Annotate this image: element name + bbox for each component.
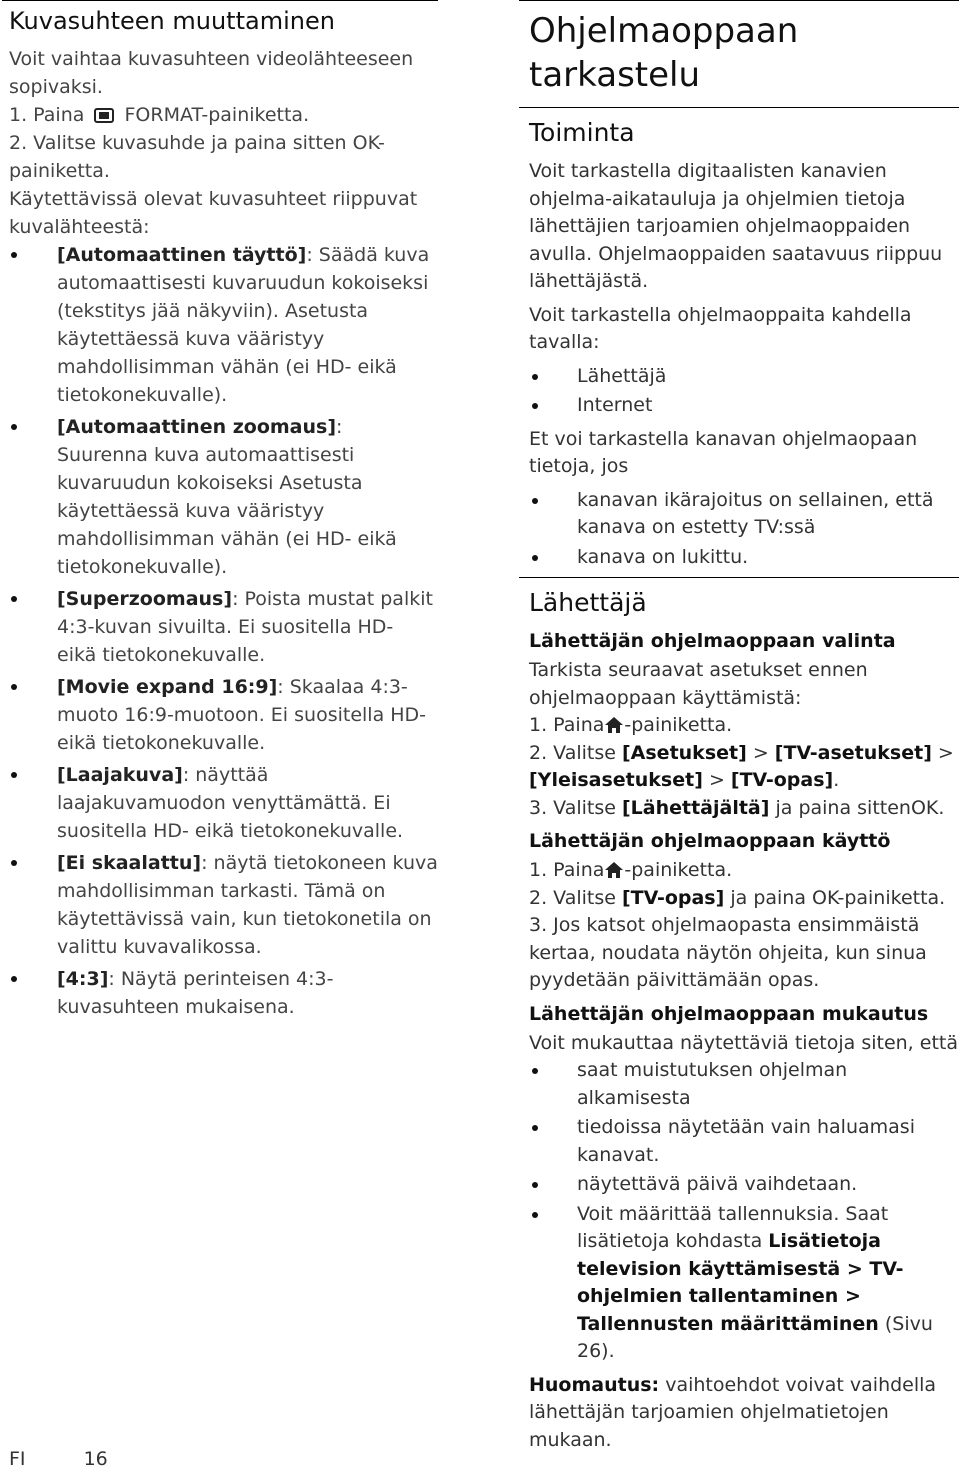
customize-text: Voit mukauttaa näytettäviä tietoja siten, että <box>529 1031 958 1054</box>
list-item <box>0 585 438 669</box>
item-term: [Laajakuva] <box>57 764 183 786</box>
select-step-3 <box>529 795 960 823</box>
step-prefix: 2. Valitse <box>529 741 616 764</box>
format-icon <box>94 108 114 123</box>
subsection-select: Lähettäjän ohjelmaoppaan valinta <box>529 630 896 652</box>
step-prefix: 3. Valitse <box>529 796 616 819</box>
conditions-list <box>519 487 960 572</box>
step-1-suffix: -painiketta. <box>201 104 310 126</box>
item-term: [Automaattinen täyttö] <box>57 244 307 266</box>
select-step-2 <box>529 740 960 795</box>
use-step-1 <box>529 857 960 885</box>
item-text: : Poista mustat palkit 4:3-kuvan sivuilta. Ei suositella HD- eikä tietokonekuvalle. <box>57 588 433 666</box>
note-label: Huomautus: <box>529 1373 660 1396</box>
subsection-use: Lähettäjän ohjelmaoppaan käyttö <box>529 830 891 852</box>
right-top-rule <box>519 0 959 1</box>
ok-key: OK <box>910 796 939 819</box>
use-step-2 <box>529 885 960 913</box>
menu-path-item: [TV-asetukset] <box>774 741 932 764</box>
step-mid: ja paina sitten <box>775 796 911 819</box>
item-term: [Ei skaalattu] <box>57 852 202 874</box>
list-item <box>0 849 438 961</box>
menu-path-item: [TV-opas] <box>621 886 725 909</box>
path-separator: > <box>937 741 954 764</box>
path-separator: > <box>752 741 769 764</box>
menu-path-item: [TV-opas] <box>730 769 834 791</box>
item-text: : Skaalaa 4:3-muoto 16:9-muotoon. Ei suositella HD- eikä tietokonekuvalle. <box>57 676 427 754</box>
item-term: [Automaattinen zoomaus] <box>57 416 337 438</box>
list-item: Internet <box>519 392 960 420</box>
item-text: : näyttää laajakuvamuodon venyttämättä. Ei suositella HD- eikä tietokonekuvalle. <box>57 764 404 842</box>
section-rule <box>519 577 959 578</box>
item-text: : Suurenna kuva automaattisesti kuvaruudun kokoiseksi Asetusta käytettäessä kuva vääristyy mahdollisimman vähän (ei HD- eikä tietokonekuvalle). <box>57 416 397 578</box>
item-text: : näytä tietokoneen kuva mahdollisimman tarkasti. Tämä on käytettävissä vain, kun tietokonetila on valittu kuvavalikossa. <box>57 852 438 958</box>
item-text: Voit määrittää tallennuksia. Saat lisätietoja kohdasta <box>577 1202 889 1252</box>
step-prefix: 1. Paina <box>529 859 605 881</box>
available-text: Käytettävissä olevat kuvasuhteet riippuvat kuvalähteestä: <box>9 188 418 238</box>
list-item <box>519 1201 960 1366</box>
step-2-text: 2. Valitse kuvasuhde ja paina sitten <box>9 132 347 154</box>
list-item <box>0 413 438 581</box>
item-text: : Näytä perinteisen 4:3-kuvasuhteen mukaisena. <box>57 968 334 1018</box>
format-key: FORMAT <box>124 104 202 126</box>
step-2-suffix: -painiketta. <box>9 132 385 182</box>
period: . <box>938 796 945 819</box>
list-item: kanavan ikärajoitus on sellainen, että kanava on estetty TV:ssä <box>519 487 960 542</box>
left-column <box>0 0 438 1025</box>
list-item: kanava on lukittu. <box>519 544 960 572</box>
list-item <box>0 673 438 757</box>
step-suffix: -painiketta. <box>624 714 733 736</box>
ways-text: Voit tarkastella ohjelmaoppaita kahdella tavalla: <box>529 303 912 353</box>
note <box>529 1372 960 1455</box>
page-footer <box>9 1448 108 1470</box>
use-step-3: 3. Jos katsot ohjelmaopasta ensimmäistä kertaa, noudata näytön ohjeita, kun sinua pyydetään päivittämään opas. <box>529 914 927 991</box>
menu-path-item: [Lähettäjältä] <box>621 796 770 819</box>
step-mid: ja paina <box>730 886 806 909</box>
item-term: [4:3] <box>57 968 109 990</box>
left-top-rule <box>2 0 438 1</box>
step-prefix: 2. Valitse <box>529 886 616 909</box>
select-step-1 <box>529 712 960 740</box>
step-suffix: -painiketta. <box>837 886 946 909</box>
item-text: : Säädä kuva automaattisesti kuvaruudun kokoiseksi (tekstitys jää näkyviin). Asetusta käytettäessä kuva vääristyy mahdollisimman vähän (ei HD- eikä tietokonekuvalle). <box>57 244 430 406</box>
conditions-text: Et voi tarkastella kanavan ohjelmaopaan tietoja, jos <box>529 427 918 477</box>
step-prefix: 1. Paina <box>529 714 605 736</box>
ok-key: OK <box>352 132 379 154</box>
language-code: FI <box>9 1448 26 1470</box>
list-item <box>0 241 438 409</box>
list-item <box>0 761 438 845</box>
customize-list <box>519 1057 960 1366</box>
menu-path-item: [Asetukset] <box>621 741 747 764</box>
intro-text: Voit vaihtaa kuvasuhteen videolähteeseen sopivaksi. <box>9 48 414 98</box>
select-text: Tarkista seuraavat asetukset ennen ohjelmaoppaan käyttämistä: <box>529 659 868 709</box>
section-title-function: Toiminta <box>529 118 635 147</box>
step-suffix: -painiketta. <box>624 859 733 881</box>
page-number: 16 <box>83 1448 108 1470</box>
section-title-aspect: Kuvasuhteen muuttaminen <box>9 7 335 35</box>
step-1-prefix: 1. Paina <box>9 104 85 126</box>
function-text: Voit tarkastella digitaalisten kanavien ohjelma-aikatauluja ja ohjelmien tietoja lähettäjien tarjoamien ohjelmaoppaiden avulla. Ohjelmaoppaiden saatavuus riippuu lähettäjästä. <box>529 160 943 292</box>
item-term: [Movie expand 16:9] <box>57 676 278 698</box>
item-term: [Superzoomaus] <box>57 588 233 610</box>
list-item <box>0 965 438 1021</box>
ways-list <box>519 363 960 420</box>
list-item: tiedoissa näytetään vain haluamasi kanavat. <box>519 1114 960 1169</box>
right-column <box>519 0 960 1460</box>
title-rule <box>519 107 959 108</box>
note-text: vaihtoehdot voivat vaihdella lähettäjän tarjoamien ohjelmatietojen mukaan. <box>529 1373 937 1451</box>
step-1 <box>9 101 438 129</box>
period: . <box>833 769 840 791</box>
list-item: näytettävä päivä vaihdetaan. <box>519 1171 960 1199</box>
home-icon <box>604 861 624 879</box>
step-2 <box>9 129 438 185</box>
list-item: Lähettäjä <box>519 363 960 391</box>
subsection-customize: Lähettäjän ohjelmaoppaan mukautus <box>529 1002 929 1025</box>
list-item: saat muistutuksen ohjelman alkamisesta <box>519 1057 960 1112</box>
aspect-list <box>0 241 438 1021</box>
section-title-broadcaster: Lähettäjä <box>529 588 647 617</box>
ok-key: OK <box>812 886 838 909</box>
menu-path-item: [Yleisasetukset] <box>529 769 703 791</box>
page-reference: (Sivu 26). <box>577 1312 933 1362</box>
cross-reference-link[interactable]: Lisätietoja television käyttämisestä > TV-ohjelmien tallentaminen > Tallennusten määrittäminen <box>577 1230 904 1335</box>
path-separator: > <box>708 769 725 791</box>
page-title: Ohjelmaoppaan tarkastelu <box>529 11 799 95</box>
home-icon <box>604 716 624 734</box>
